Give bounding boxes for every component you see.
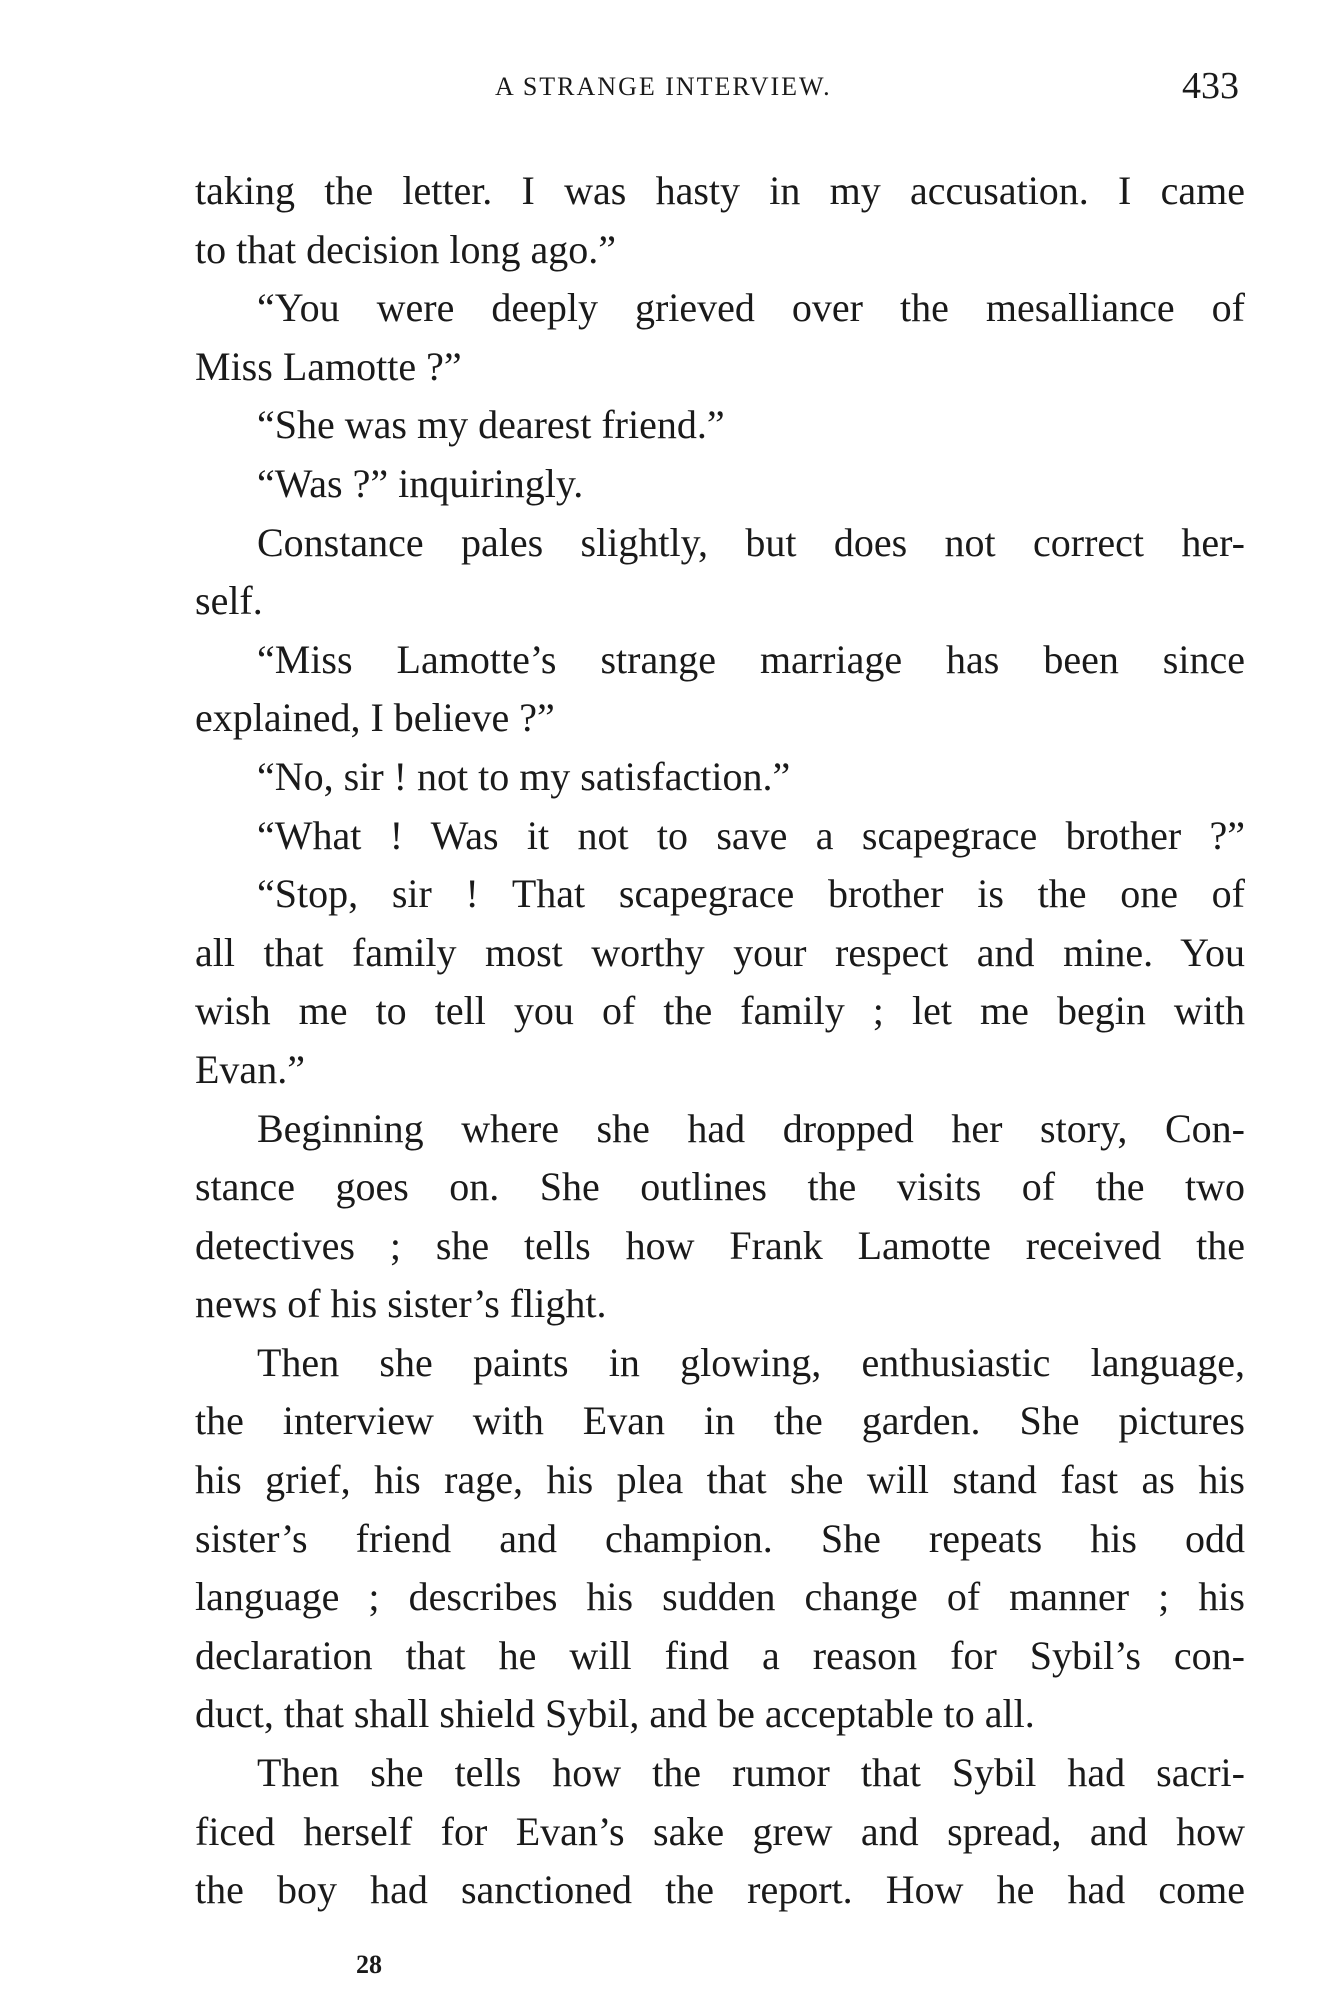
text-line: Evan.” [195,1046,305,1092]
text-line: duct, that shall shield Sybil, and be acceptable to all. [195,1691,1035,1737]
text-line: Constance pales slightly, but does not correct her- [257,519,1245,565]
text-line: Beginning where she had dropped her story, Con- [257,1105,1245,1151]
text-line: ficed herself for Evan’s sake grew and spread, and how [195,1808,1245,1854]
text-line: language ; describes his sudden change of manner ; his [195,1574,1245,1620]
text-line: declaration that he will find a reason for Sybil’s con- [195,1632,1245,1678]
running-title: A STRANGE INTERVIEW. [495,72,832,101]
text-line: Miss Lamotte ?” [195,343,462,389]
text-line: detectives ; she tells how Frank Lamotte received the [195,1222,1245,1268]
text-line: self. [195,578,263,624]
text-line: all that family most worthy your respect and mine. You [195,929,1245,975]
text-line: “What ! Was it not to save a scapegrace brother ?” [257,812,1245,858]
text-line: Then she tells how the rumor that Sybil had sacri- [257,1750,1245,1796]
signature-mark: 28 [356,1950,382,1979]
text-line: to that decision long ago.” [195,226,617,272]
text-line: explained, I believe ?” [195,695,555,741]
text-line: stance goes on. She outlines the visits of the two [195,1164,1245,1210]
page-number: 433 [1182,65,1239,107]
text-line: “No, sir ! not to my satisfaction.” [257,753,791,799]
text-line: wish me to tell you of the family ; let me begin with [195,988,1245,1034]
body-text [195,162,1245,1920]
text-line: sister’s friend and champion. She repeats his odd [195,1515,1245,1561]
text-line: taking the letter. I was hasty in my accusation. I came [195,168,1245,213]
text-line: “Was ?” inquiringly. [257,460,584,506]
text-line: Then she paints in glowing, enthusiastic language, [257,1339,1245,1385]
text-line: his grief, his rage, his plea that she will stand fast as his [195,1457,1245,1503]
text-line: the boy had sanctioned the report. How he had come [195,1867,1245,1913]
text-line: “Miss Lamotte’s strange marriage has been since [257,636,1245,682]
text-line: “You were deeply grieved over the mesalliance of [257,285,1245,331]
text-line: “Stop, sir ! That scapegrace brother is the one of [257,871,1245,917]
text-line: the interview with Evan in the garden. She pictures [195,1398,1245,1444]
text-line: “She was my dearest friend.” [257,402,725,448]
text-line: news of his sister’s flight. [195,1281,607,1327]
